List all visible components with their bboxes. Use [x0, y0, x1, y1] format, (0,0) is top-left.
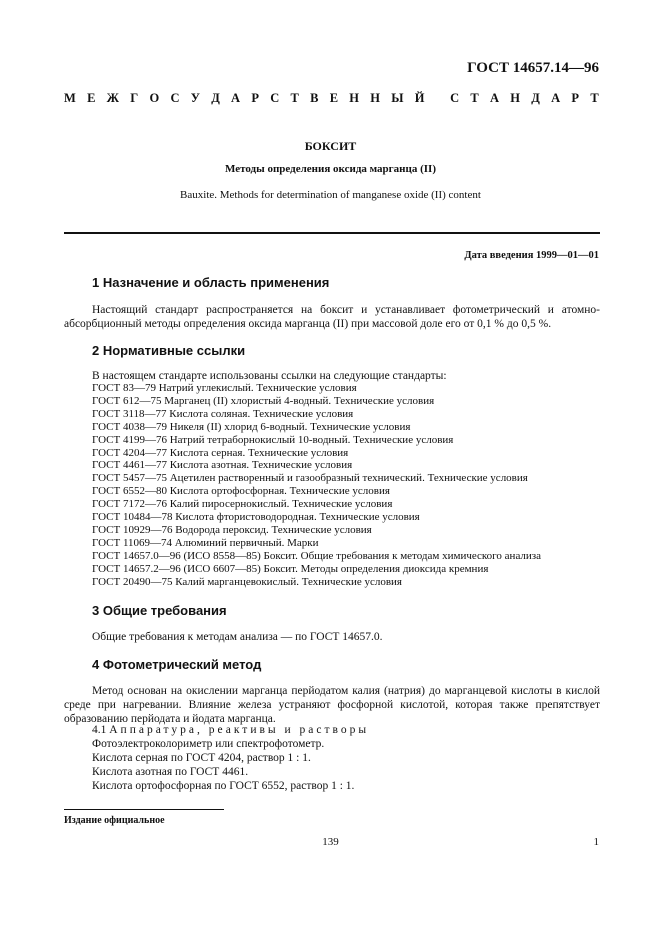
reference-item: ГОСТ 6552—80 Кислота ортофосфорная. Технические условия [92, 485, 390, 498]
banner-letter: Г [130, 91, 139, 105]
banner-letter: Д [211, 91, 220, 105]
document-subtitle: Методы определения оксида марганца (II) [225, 163, 436, 175]
banner-letter: В [310, 91, 319, 105]
section-2-intro: В настоящем стандарте использованы ссылки на следующие стандарты: [92, 370, 447, 382]
header-divider [64, 232, 600, 234]
reference-item: ГОСТ 20490—75 Калий марганцевокислый. Технические условия [92, 575, 402, 588]
banner-letter: А [551, 91, 561, 105]
banner-letter: Н [349, 91, 360, 105]
reference-item: ГОСТ 5457—75 Ацетилен растворенный и газообразный технический. Технические условия [92, 472, 528, 485]
banner-letter: Ы [391, 91, 404, 105]
banner-letter: Р [571, 91, 580, 105]
section-4-text: Метод основан на окислении марганца перйодатом калия (натрия) до марганцевой кислоты в кислой среде при нагревании. Влияние железа устраняют фосфорной кислотой, которая также препятствует образованию перйодата и йодата марганца. [64, 685, 600, 725]
reference-item: ГОСТ 7172—76 Калий пиросернокислый. Технические условия [92, 498, 393, 511]
section-1-text: Настоящий стандарт распространяется на боксит и устанавливает фотометрический и атомно-абсорбционный методы определения оксида марганца (II) при массовой доле его от 0,1 % до 0,5 %. [64, 304, 600, 330]
banner-letter: Т [290, 91, 299, 105]
banner-letter: Ж [106, 91, 120, 105]
equipment-item: Кислота ортофосфорная по ГОСТ 6552, раствор 1 : 1. [92, 780, 355, 792]
banner-letter: У [190, 91, 200, 105]
equipment-item: Фотоэлектроколориметр или спектрофотометр. [92, 738, 325, 750]
subsection-title: Аппаратура, реактивы и растворы [109, 724, 370, 736]
reference-item: ГОСТ 10929—76 Водорода пероксид. Технические условия [92, 523, 372, 536]
reference-item: ГОСТ 10484—78 Кислота фтористоводородная. Технические условия [92, 511, 420, 524]
banner-letter: О [149, 91, 160, 105]
reference-item: ГОСТ 14657.0—96 (ИСО 8558—85) Боксит. Общие требования к методам химического анализа [92, 549, 542, 562]
equipment-item: Кислота серная по ГОСТ 4204, раствор 1 : 1. [92, 752, 311, 764]
reference-item: ГОСТ 4204—77 Кислота серная. Технические условия [92, 446, 349, 459]
banner-letter: Е [329, 91, 339, 105]
subsection-4-1 [92, 723, 599, 737]
sheet-number: 1 [593, 836, 599, 848]
banner-letter: Н [370, 91, 380, 105]
banner-letter: М [64, 91, 76, 105]
reference-item: ГОСТ 612—75 Марганец (II) хлористый 4-водный. Технические условия [92, 394, 435, 407]
banner-letter: С [270, 91, 280, 105]
english-title: Bauxite. Methods for determination of manganese oxide (II) content [180, 189, 481, 201]
gost-number: ГОСТ 14657.14—96 [467, 60, 599, 76]
banner-letter: Р [251, 91, 259, 105]
reference-item: ГОСТ 4199—76 Натрий тетраборнокислый 10-водный. Технические условия [92, 433, 454, 446]
banner-letter: С [170, 91, 180, 105]
banner-letter: Й [414, 91, 425, 105]
introduction-date: Дата введения 1999—01—01 [464, 250, 599, 261]
banner-letter: Т [590, 91, 599, 105]
banner-letter: Е [87, 91, 96, 105]
reference-item: ГОСТ 3118—77 Кислота соляная. Технические условия [92, 407, 354, 420]
footer-divider [64, 809, 224, 810]
interstate-standard-banner [64, 91, 599, 106]
section-2-heading: 2 Нормативные ссылки [92, 343, 246, 358]
banner-letter: Т [470, 91, 479, 105]
equipment-item: Кислота азотная по ГОСТ 4461. [92, 766, 249, 778]
section-1-heading: 1 Назначение и область применения [92, 275, 330, 290]
banner-letter: С [450, 91, 460, 105]
official-edition-label: Издание официальное [64, 815, 165, 826]
reference-item: ГОСТ 4461—77 Кислота азотная. Технические условия [92, 459, 353, 472]
banner-letter: Н [510, 91, 521, 105]
reference-item: ГОСТ 4038—79 Никеля (II) хлорид 6-водный. Технические условия [92, 420, 411, 433]
section-3-heading: 3 Общие требования [92, 603, 227, 618]
section-4-heading: 4 Фотометрический метод [92, 657, 262, 672]
banner-letter: Д [531, 91, 540, 105]
document-title: БОКСИТ [304, 139, 357, 153]
banner-letter: А [490, 91, 500, 105]
banner-gap [436, 91, 439, 106]
normative-references-list [92, 382, 602, 589]
reference-item: ГОСТ 11069—74 Алюминий первичный. Марки [92, 536, 319, 549]
reference-item: ГОСТ 83—79 Натрий углекислый. Технические условия [92, 382, 357, 394]
page-number: 139 [322, 836, 339, 848]
reference-item: ГОСТ 14657.2—96 (ИСО 6607—85) Боксит. Методы определения диоксида кремния [92, 562, 489, 575]
subsection-number: 4.1 [92, 724, 107, 736]
section-3-text: Общие требования к методам анализа — по ГОСТ 14657.0. [92, 631, 383, 643]
banner-letter: А [231, 91, 241, 105]
